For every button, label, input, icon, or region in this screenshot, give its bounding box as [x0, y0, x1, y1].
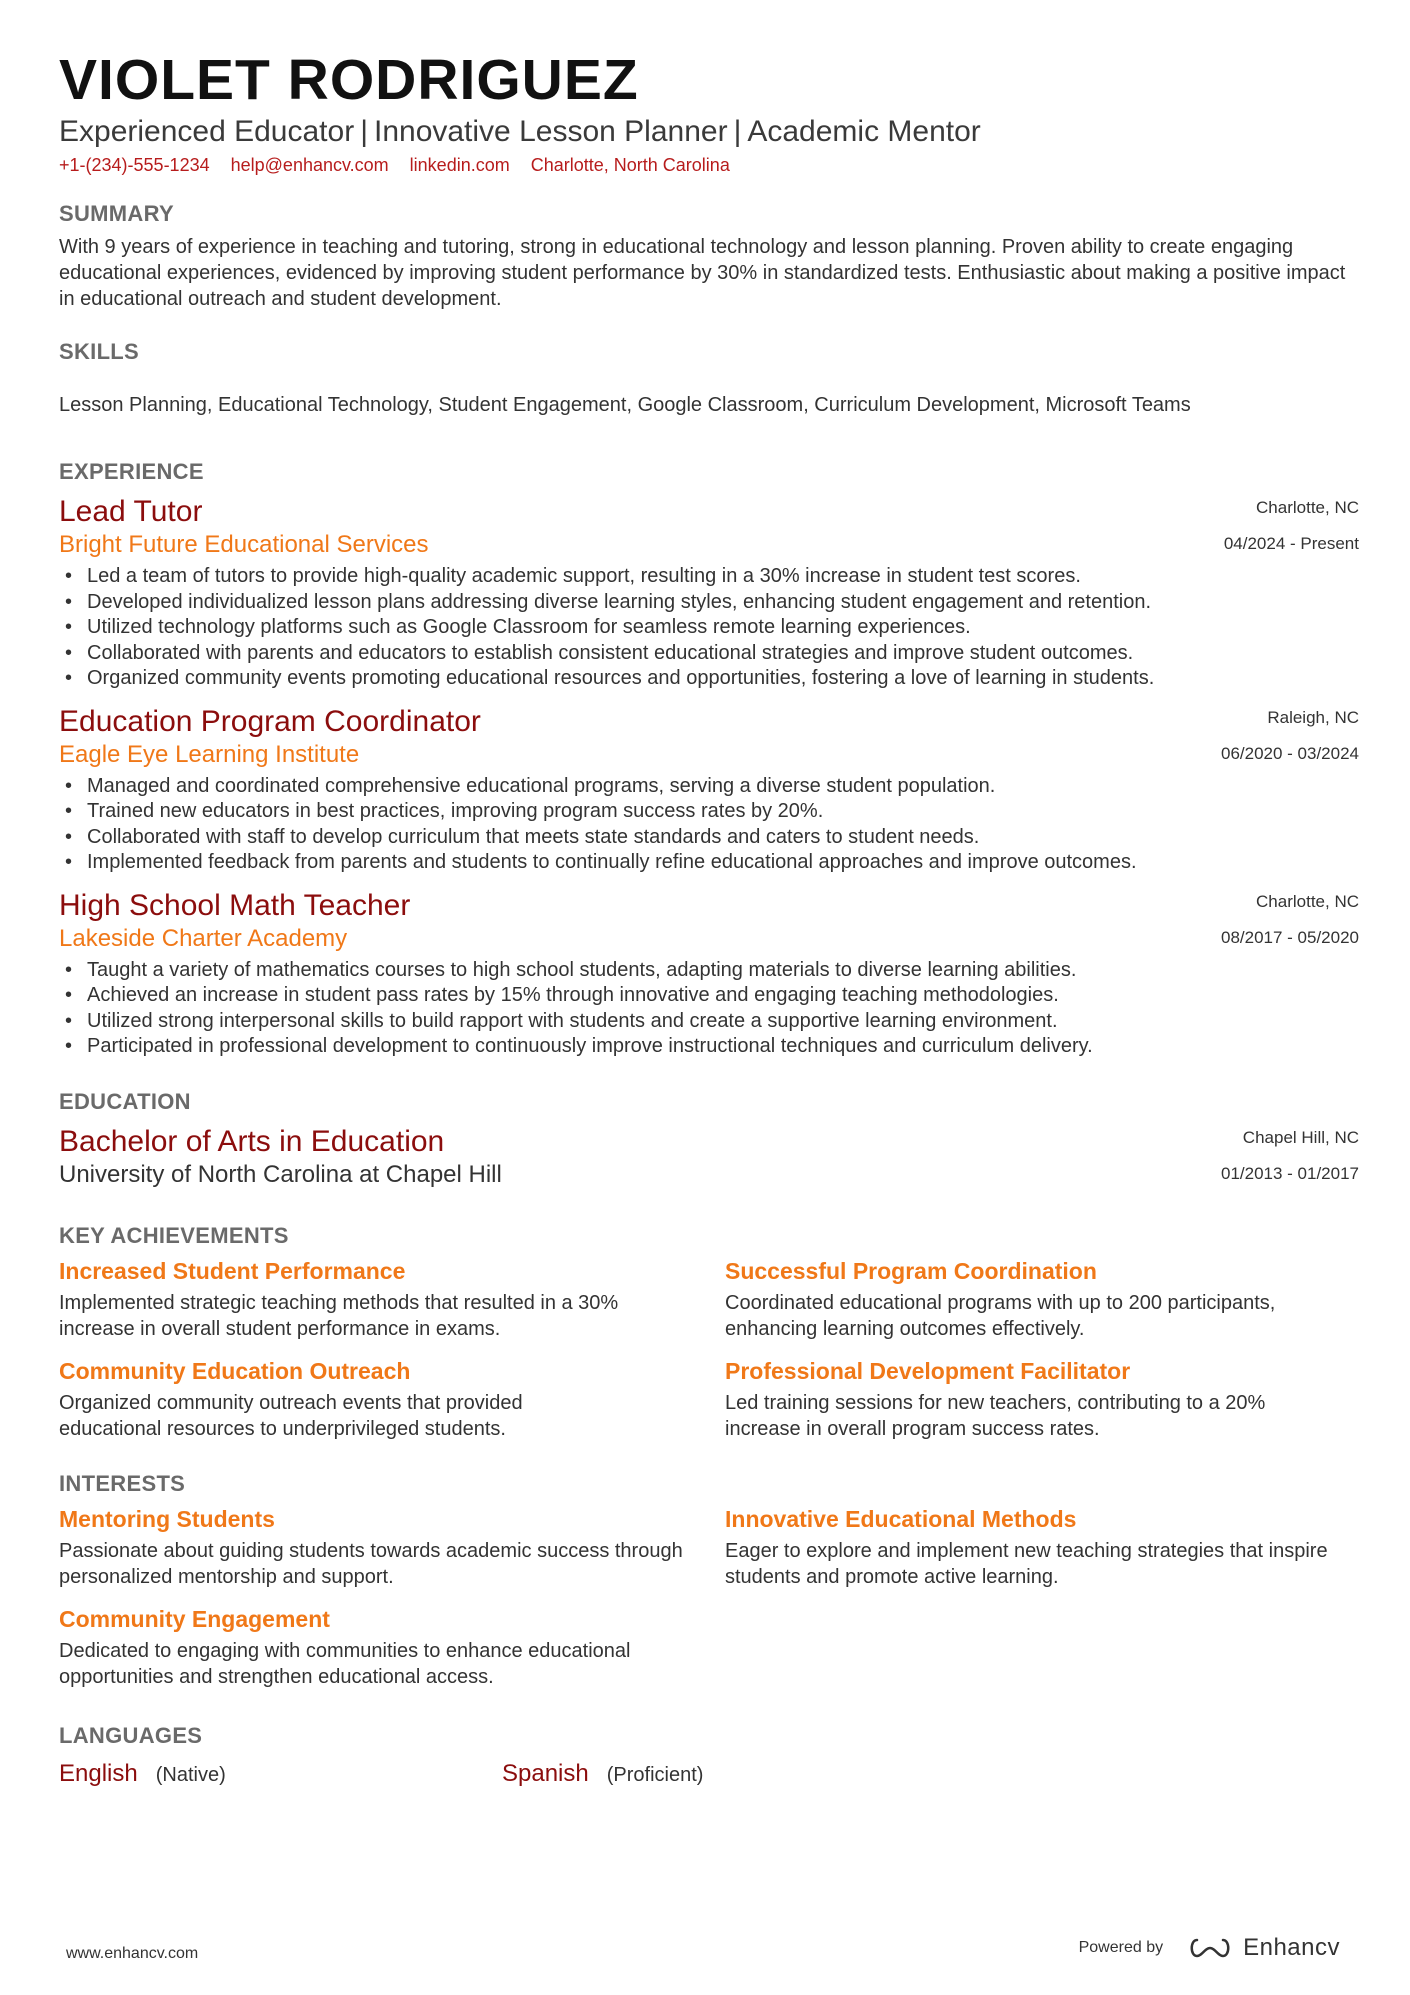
section-title: INTERESTS: [59, 1470, 186, 1496]
skills-section: [59, 338, 1359, 418]
bullet-item: • Organized community events promoting educational resources and opportunities, fostering a love of learning in students.: [59, 666, 1359, 692]
section-title: EXPERIENCE: [59, 459, 204, 484]
school-name: University of North Carolina at Chapel Hill: [59, 1160, 502, 1188]
achievement-title: Professional Development Facilitator: [725, 1357, 1131, 1384]
achievement-item: [59, 1256, 725, 1342]
education-entry: [59, 1124, 1359, 1190]
footer-branding: [1079, 1934, 1340, 1962]
language-name: English: [59, 1759, 138, 1787]
location-text: Charlotte, North Carolina: [530, 155, 730, 175]
bullet-item: • Collaborated with staff to develop curriculum that meets state standards and caters to student needs.: [59, 825, 1359, 851]
interest-desc: Eager to explore and implement new teaching strategies that inspire students and promote active learning.: [725, 1539, 1328, 1588]
bullet-item: • Managed and coordinated comprehensive educational programs, serving a diverse student population.: [59, 774, 1359, 800]
bullet-item: • Collaborated with parents and educators to establish consistent educational strategies and improve student outcomes.: [59, 641, 1359, 667]
section-title: KEY ACHIEVEMENTS: [59, 1222, 289, 1248]
education-location: Chapel Hill, NC: [1242, 1127, 1359, 1147]
achievements-grid: [59, 1256, 1359, 1442]
interest-title: Innovative Educational Methods: [725, 1505, 1077, 1532]
achievement-desc: Led training sessions for new teachers, contributing to a 20% increase in overall program success rates.: [725, 1391, 1266, 1440]
job-bullets: [59, 958, 1359, 1060]
phone-link[interactable]: +1-(234)-555-1234: [59, 155, 210, 175]
achievements-section: [59, 1222, 1359, 1442]
skills-text: Lesson Planning, Educational Technology, Student Engagement, Google Classroom, Curriculum Development, Microsoft Teams: [59, 394, 1191, 416]
headline-separator: |: [360, 115, 368, 148]
education-section: [59, 1088, 1359, 1190]
interest-item: [59, 1604, 725, 1690]
achievement-item: [725, 1256, 1359, 1342]
powered-by-text: Powered by: [1078, 1939, 1164, 1956]
headline: [59, 114, 1359, 150]
achievement-item: [59, 1356, 725, 1442]
achievement-desc: Coordinated educational programs with up to 200 participants, enhancing learning outcomes effectively.: [725, 1291, 1276, 1340]
interests-grid: [59, 1504, 1359, 1690]
job-location: Raleigh, NC: [1267, 707, 1359, 727]
job-bullets: [59, 564, 1359, 692]
interest-title: Mentoring Students: [59, 1505, 275, 1532]
achievement-title: Community Education Outreach: [59, 1357, 411, 1384]
bullet-item: • Achieved an increase in student pass rates by 15% through innovative and engaging teaching methodologies.: [59, 983, 1359, 1009]
interests-section: [59, 1470, 1359, 1690]
interest-desc: Passionate about guiding students towards academic success through personalized mentorship and support.: [59, 1539, 683, 1588]
language-level: (Native): [155, 1763, 226, 1786]
achievement-desc: Implemented strategic teaching methods that resulted in a 30% increase in overall student performance in exams.: [59, 1291, 619, 1340]
job-title: High School Math Teacher: [59, 888, 411, 922]
section-title: SKILLS: [59, 339, 140, 364]
brand-name: Enhancv: [1243, 1934, 1340, 1961]
languages-row: [59, 1760, 1359, 1788]
bullet-item: • Participated in professional development to continuously improve instructional techniques and curriculum delivery.: [59, 1034, 1359, 1060]
headline-separator: |: [733, 115, 742, 148]
experience-section: [59, 458, 1359, 1060]
job-entry: [59, 704, 1359, 876]
bullet-item: • Utilized strong interpersonal skills to build rapport with students and create a supportive learning environment.: [59, 1009, 1359, 1035]
achievement-title: Increased Student Performance: [59, 1257, 406, 1284]
interest-title: Community Engagement: [59, 1605, 330, 1632]
job-company: Lakeside Charter Academy: [59, 924, 348, 952]
language-level: (Proficient): [606, 1763, 704, 1786]
bullet-item: • Led a team of tutors to provide high-quality academic support, resulting in a 30% increase in student test scores.: [59, 564, 1359, 590]
headline-part: Innovative Lesson Planner: [373, 115, 728, 148]
language-item: [502, 1760, 703, 1788]
job-company: Bright Future Educational Services: [59, 531, 429, 558]
job-title: Education Program Coordinator: [59, 704, 481, 738]
job-entry: [59, 888, 1359, 1060]
achievement-item: [725, 1356, 1359, 1442]
job-dates: 06/2020 - 03/2024: [1220, 743, 1359, 763]
degree-title: Bachelor of Arts in Education: [59, 1124, 445, 1158]
bullet-item: • Developed individualized lesson plans addressing diverse learning styles, enhancing student engagement and retention.: [59, 590, 1359, 616]
footer-website-link[interactable]: www.enhancv.com: [66, 1945, 199, 1962]
language-name: Spanish: [502, 1759, 589, 1787]
language-item: [59, 1760, 502, 1788]
summary-section: [59, 200, 1359, 312]
education-dates: 01/2013 - 01/2017: [1220, 1163, 1359, 1183]
achievement-title: Successful Program Coordination: [725, 1257, 1097, 1284]
headline-part: Experienced Educator: [59, 115, 355, 148]
enhancv-logo-icon: [1187, 1936, 1233, 1960]
job-location: Charlotte, NC: [1256, 498, 1359, 517]
candidate-name: VIOLET RODRIGUEZ: [59, 48, 639, 112]
job-company: Eagle Eye Learning Institute: [59, 740, 360, 768]
achievement-desc: Organized community outreach events that provided educational resources to underprivileged students.: [59, 1391, 523, 1440]
job-title: Lead Tutor: [59, 495, 203, 528]
headline-part: Academic Mentor: [747, 115, 981, 148]
bullet-item: • Utilized technology platforms such as Google Classroom for seamless remote learning experiences.: [59, 615, 1359, 641]
bullet-item: • Taught a variety of mathematics courses to high school students, adapting materials to diverse learning abilities.: [59, 958, 1359, 984]
section-title: SUMMARY: [59, 201, 174, 226]
section-title: EDUCATION: [59, 1088, 191, 1114]
interest-item: [59, 1504, 725, 1590]
summary-text: With 9 years of experience in teaching and tutoring, strong in educational technology and lesson planning. Proven ability to create engaging educational experiences, evidenced by improving student performance by 30% in standardized tests. Enthusiastic about making a positive impact in educational outreach and student development.: [59, 236, 1346, 310]
header: [59, 48, 1359, 176]
job-location: Charlotte, NC: [1256, 891, 1359, 911]
bullet-item: • Implemented feedback from parents and students to continually refine educational approaches and improve outcomes.: [59, 850, 1359, 876]
interest-desc: Dedicated to engaging with communities to enhance educational opportunities and strengthen educational access.: [59, 1639, 631, 1688]
email-link[interactable]: help@enhancv.com: [230, 155, 389, 175]
languages-section: [59, 1722, 1359, 1788]
resume-page: [59, 48, 1359, 1788]
job-dates: 04/2024 - Present: [1223, 534, 1359, 553]
interest-item: [725, 1504, 1359, 1590]
contact-row: [59, 154, 1359, 176]
bullet-item: • Trained new educators in best practices, improving program success rates by 20%.: [59, 799, 1359, 825]
job-bullets: [59, 774, 1359, 876]
linkedin-link[interactable]: linkedin.com: [409, 155, 510, 175]
job-dates: 08/2017 - 05/2020: [1220, 927, 1359, 947]
section-title: LANGUAGES: [59, 1722, 203, 1748]
job-entry: [59, 494, 1359, 692]
